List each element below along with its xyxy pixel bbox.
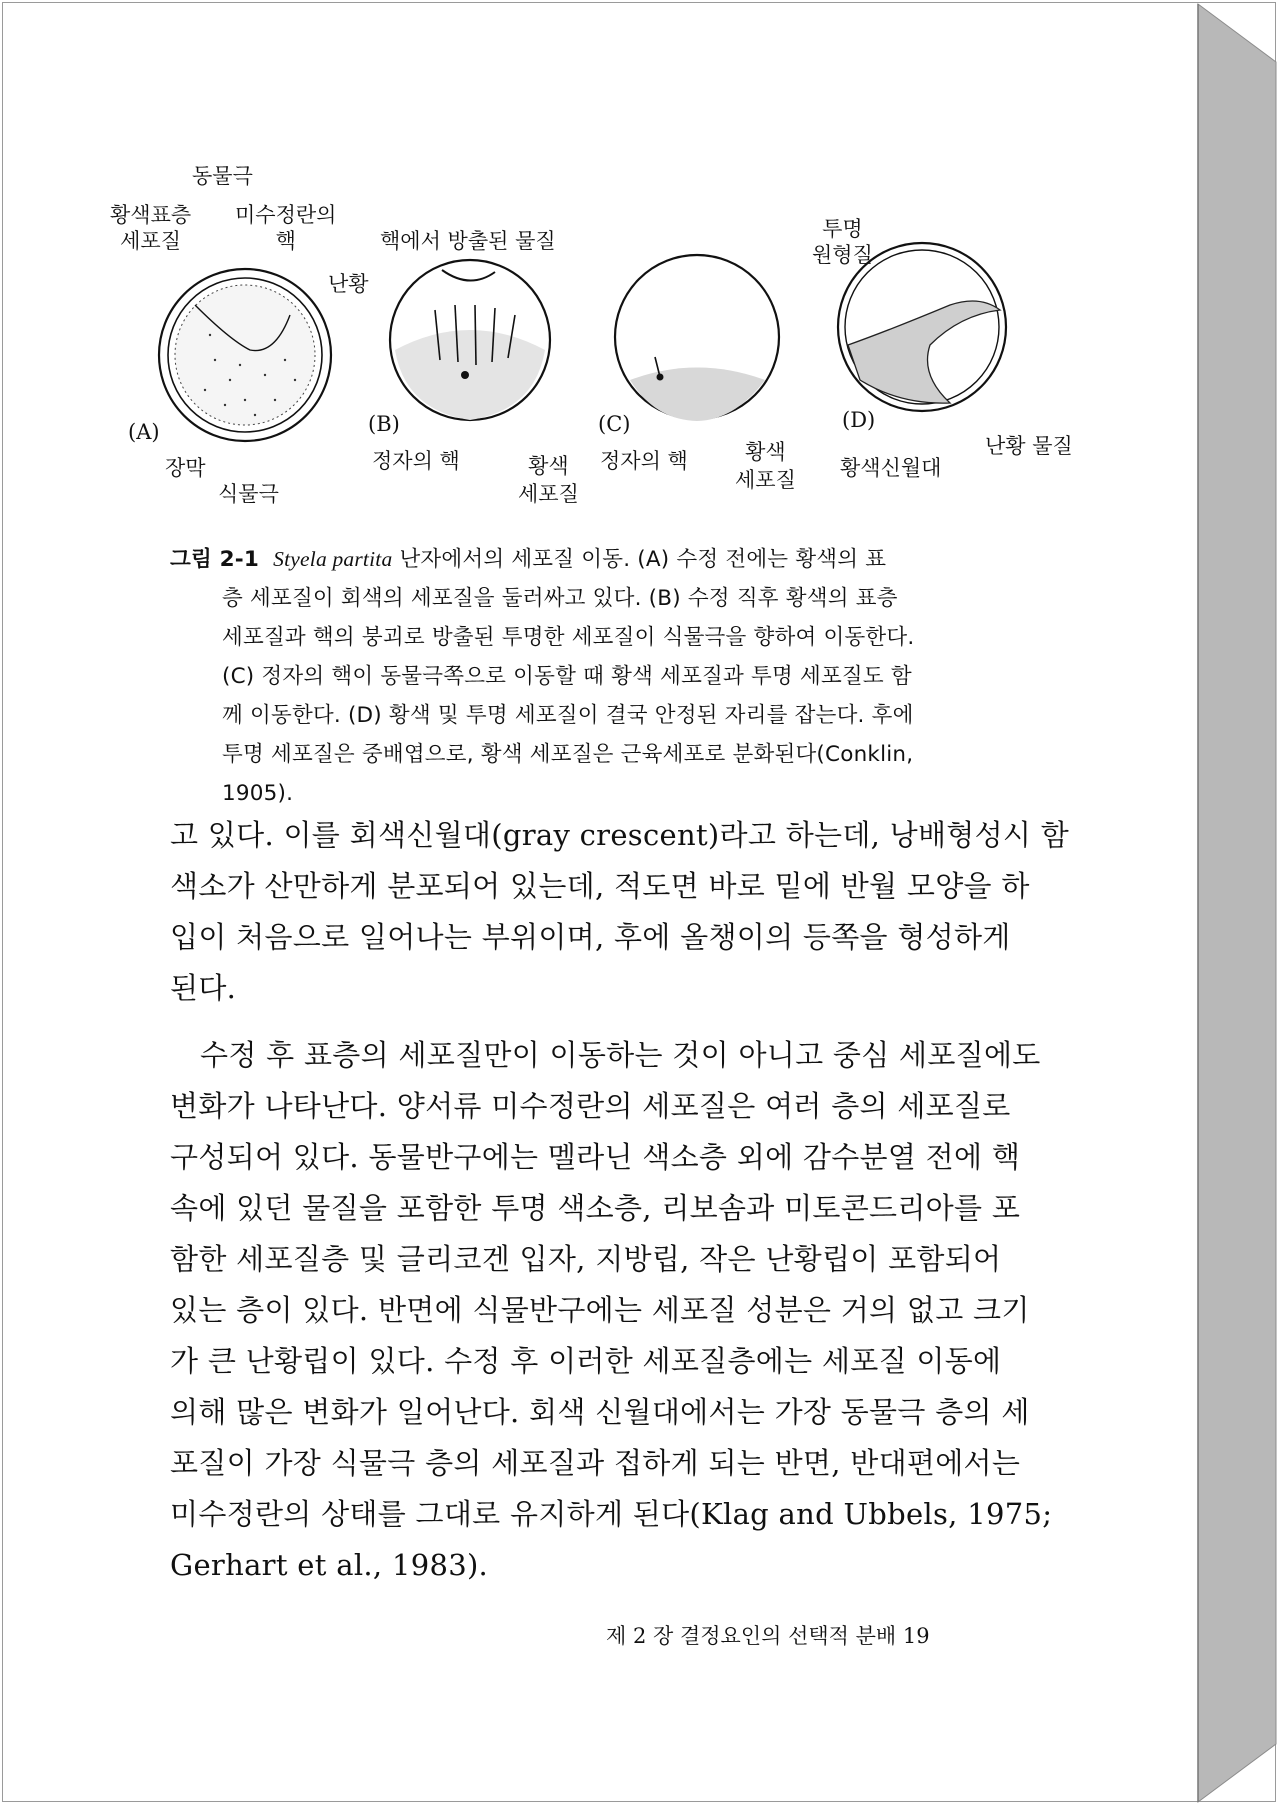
label-sperm-nucleus-c: 정자의 핵: [600, 449, 688, 473]
para2-line-6: 있는 층이 있다. 반면에 식물반구에는 세포질 성분은 거의 없고 크기: [170, 1293, 1030, 1327]
para2-line-3: 구성되어 있다. 동물반구에는 멜라닌 색소층 외에 감수분열 전에 핵: [170, 1140, 1021, 1174]
label-c: (C): [598, 412, 631, 436]
label-clear-cytoplasm-l2: 원형질: [812, 243, 873, 267]
para2-line-7: 가 큰 난황립이 있다. 수정 후 이러한 세포질층에는 세포질 이동에: [170, 1344, 1002, 1378]
label-oocyte-nucleus: [235, 202, 336, 254]
caption-line-4: (C) 정자의 핵이 동물극쪽으로 이동할 때 황색 세포질과 투명 세포질도 함: [222, 664, 912, 689]
para1-line-1: 고 있다. 이를 회색신월대(gray crescent)라고 하는데, 낭배형성시 함: [170, 818, 1070, 852]
caption-line-7: 1905).: [222, 781, 294, 806]
caption-species: Styela partita: [273, 547, 393, 571]
cell-a-drawing: [155, 260, 335, 450]
label-chorion: 장막: [165, 456, 206, 480]
caption-line-2: 층 세포질이 회색의 세포질을 둘러싸고 있다. (B) 수정 직후 황색의 표층: [222, 586, 898, 611]
label-sperm-nucleus-b: 정자의 핵: [372, 449, 460, 473]
para2-line-4: 속에 있던 물질을 포함한 투명 색소층, 리보솜과 미토콘드리아를 포: [170, 1191, 1021, 1225]
caption-line-6: 투명 세포질은 중배엽으로, 황색 세포질은 근육세포로 분화된다(Conklin,: [222, 742, 914, 767]
label-clear-cytoplasm-l1: 투명: [822, 217, 863, 241]
caption-line-5: 께 이동한다. (D) 황색 및 투명 세포질이 결국 안정된 자리를 잡는다. 후에: [222, 703, 914, 728]
book-spine-edge: [1198, 4, 1276, 1802]
para1-line-3: 입이 처음으로 일어나는 부위이며, 후에 올챙이의 등쪽을 형성하게: [170, 920, 1011, 954]
para2-line-11: Gerhart et al., 1983).: [170, 1548, 489, 1582]
label-yellow-cyto-b-l1: 황색: [528, 454, 569, 478]
label-yellow-cortical-l2: 세포질: [120, 229, 181, 253]
body-text: [170, 810, 1070, 1591]
label-yellow-crescent: 황색신월대: [840, 456, 942, 480]
caption-head: 그림 2-1: [170, 547, 260, 572]
para2-line-5: 함한 세포질층 및 글리코겐 입자, 지방립, 작은 난황립이 포함되어: [170, 1242, 1002, 1276]
para2-line-9: 포질이 가장 식물극 층의 세포질과 접하게 되는 반면, 반대편에서는: [170, 1446, 1021, 1480]
figure-2-1: [110, 140, 1110, 540]
caption-line-1: [170, 540, 1020, 579]
para2-line-1: 수정 후 표층의 세포질만이 이동하는 것이 아니고 중심 세포질에도: [200, 1038, 1041, 1072]
para1-line-2: 색소가 산만하게 분포되어 있는데, 적도면 바로 밑에 반월 모양을 하: [170, 869, 1030, 903]
label-d: (D): [842, 408, 876, 432]
para1-line-4: 된다.: [170, 971, 237, 1005]
label-yellow-cortical: [110, 202, 191, 254]
label-yolk: 난황: [328, 272, 369, 296]
label-yellow-cortical-l1: 황색표층: [110, 203, 192, 227]
caption-line-3: 세포질과 핵의 붕괴로 방출된 투명한 세포질이 식물극을 향하여 이동한다.: [222, 625, 915, 650]
cell-b-drawing: [380, 250, 560, 430]
label-b: (B): [368, 412, 400, 436]
label-animal-pole: 동물극: [192, 164, 253, 188]
label-yellow-cyto-b: [518, 452, 579, 508]
label-yellow-cyto-b-l2: 세포질: [518, 482, 579, 506]
label-oocyte-nucleus-l1: 미수정란의: [235, 203, 337, 227]
label-yellow-cyto-c-l1: 황색: [745, 440, 786, 464]
label-yellow-cyto-c: [735, 438, 796, 494]
label-a: (A): [128, 420, 160, 444]
label-clear-cytoplasm: [812, 216, 873, 268]
label-yolk-material: 난황 물질: [985, 434, 1073, 458]
paragraph-gap: [170, 1014, 1020, 1030]
label-oocyte-nucleus-l2: 핵: [275, 229, 296, 253]
label-yellow-cyto-c-l2: 세포질: [735, 468, 796, 492]
para2-line-8: 의해 많은 변화가 일어난다. 회색 신월대에서는 가장 동물극 층의 세: [170, 1395, 1030, 1429]
para2-line-2: 변화가 나타난다. 양서류 미수정란의 세포질은 여러 층의 세포질로: [170, 1089, 1011, 1123]
figure-caption: [170, 540, 1020, 813]
caption-text-0: 난자에서의 세포질 이동. (A) 수정 전에는 황색의 표: [399, 547, 887, 572]
label-released-material: 핵에서 방출된 물질: [380, 229, 556, 253]
cell-c-drawing: [605, 245, 790, 430]
running-footer: 제 2 장 결정요인의 선택적 분배 19: [606, 1624, 930, 1648]
para2-line-10: 미수정란의 상태를 그대로 유지하게 된다(Klag and Ubbels, 1975;: [170, 1497, 1053, 1531]
label-vegetal-pole: 식물극: [218, 482, 279, 506]
